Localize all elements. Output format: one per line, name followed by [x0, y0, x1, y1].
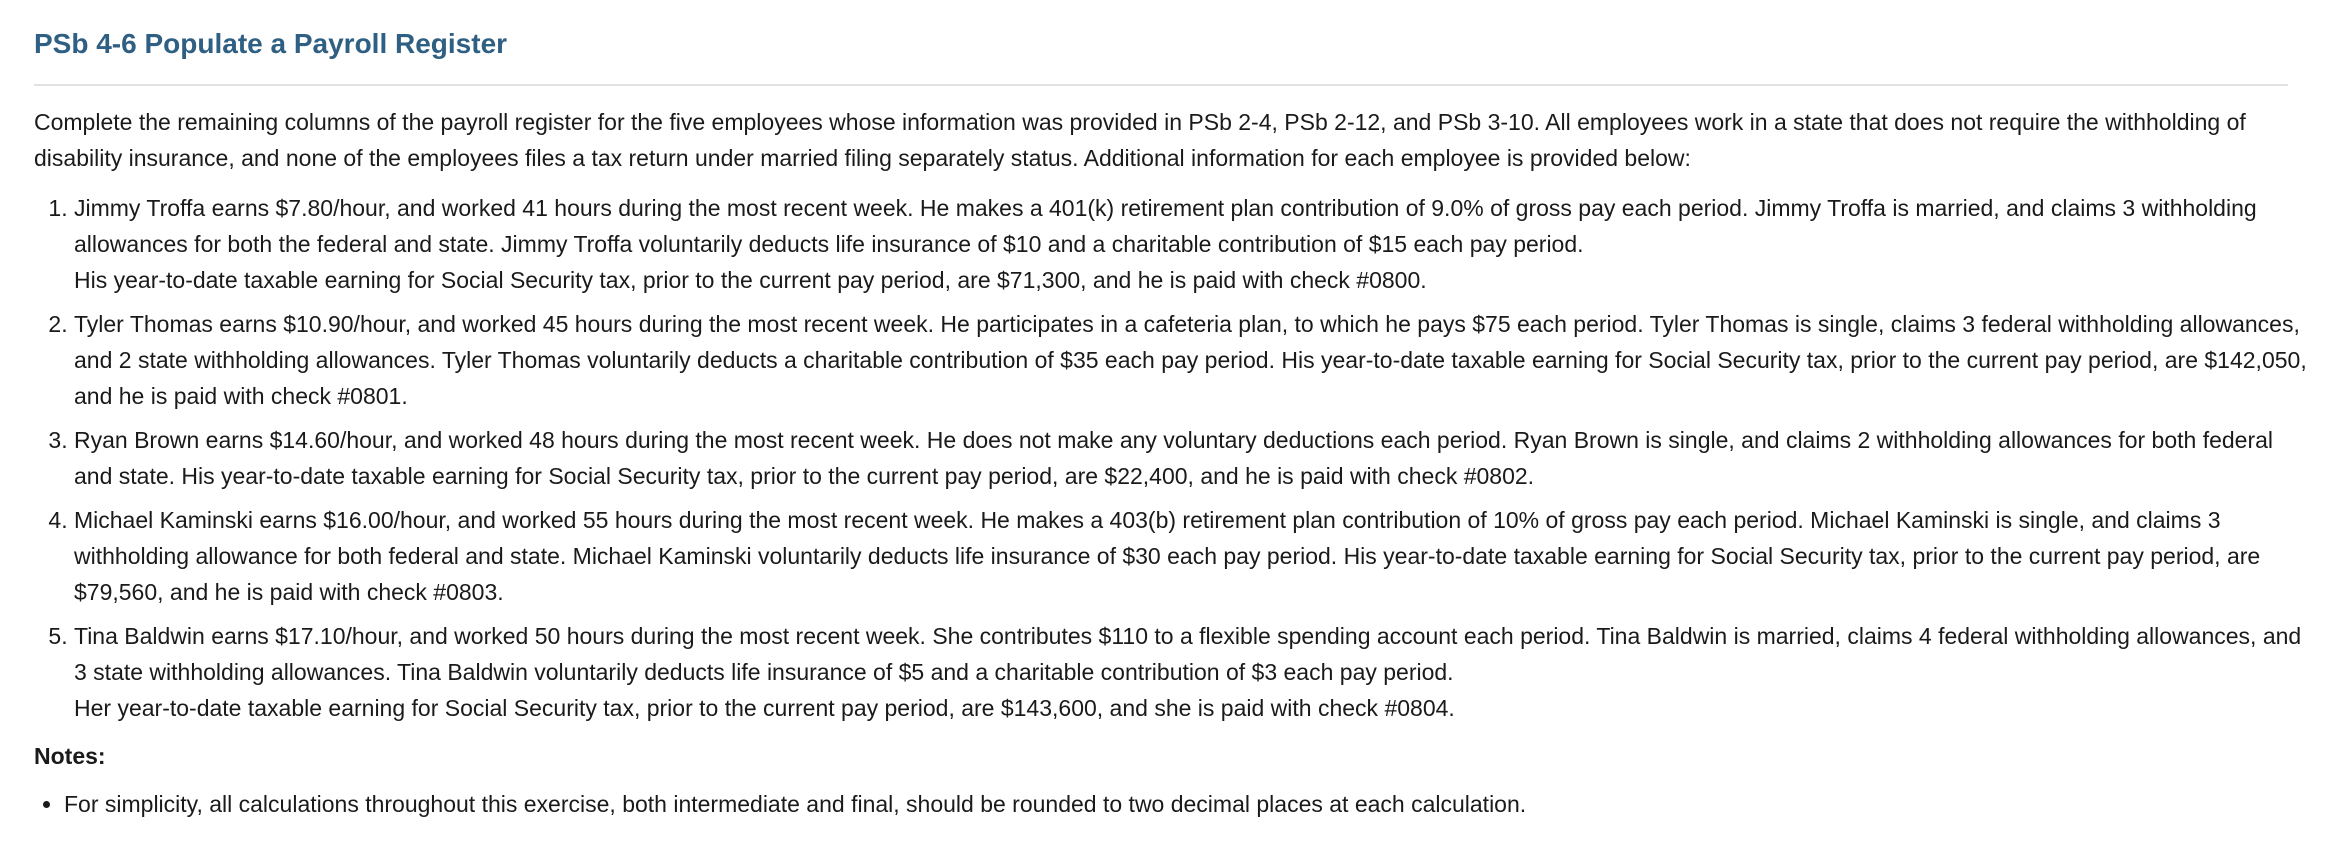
employee-text-continued: His year-to-date taxable earning for Social Security tax, prior to the current pay period, are $71,300, and he is paid with check #0800. — [74, 267, 1427, 293]
employee-text: Jimmy Troffa earns $7.80/hour, and worked 41 hours during the most recent week. He makes a 401(k) retirement plan contribution of 9.0% of gross pay each period. Jimmy Troffa is married, and claims 3 withholding allowances for both the federal and state. Jimmy Troffa voluntarily deducts life insurance of $10 and a charitable contribution of $15 each pay period. — [74, 195, 2257, 257]
employee-text: Ryan Brown earns $14.60/hour, and worked 48 hours during the most recent week. He does not make any voluntary deductions each period. Ryan Brown is single, and claims 2 withholding allowances for both federal and state. His year-to-date taxable earning for Social Security tax, prior to the current pay period, are $22,400, and he is paid with check #0802. — [74, 427, 2274, 489]
employee-text-continued: Her year-to-date taxable earning for Social Security tax, prior to the current pay period, are $143,600, and she is paid with check #0804. — [74, 695, 1455, 721]
page-title: PSb 4-6 Populate a Payroll Register — [34, 28, 508, 59]
notes-list — [34, 786, 2308, 822]
employee-item-ryan-brown — [74, 422, 2308, 494]
employee-item-tyler-thomas — [74, 306, 2308, 414]
employee-list — [34, 190, 2308, 726]
intro-paragraph: Complete the remaining columns of the payroll register for the five employees whose information was provided in PSb 2-4, PSb 2-12, and PSb 3-10. All employees work in a state that does not require the withholding of disability insurance, and none of the employees files a tax return under married filing separately status. Additional information for each employee is provided below: — [34, 109, 2246, 171]
employee-item-tina-baldwin — [74, 618, 2308, 726]
employee-item-jimmy-troffa — [74, 190, 2308, 298]
employee-text: Michael Kaminski earns $16.00/hour, and worked 55 hours during the most recent week. He makes a 403(b) retirement plan contribution of 10% of gross pay each period. Michael Kaminski is single, and claims 3 withholding allowance for both federal and state. Michael Kaminski voluntarily deducts life insurance of $30 each pay period. His year-to-date taxable earning for Social Security tax, prior to the current pay period, are $79,560, and he is paid with check #0803. — [74, 507, 2261, 605]
note-item: • For simplicity, all calculations throughout this exercise, both intermediate and final, should be rounded to two decimal places at each calculation. — [64, 786, 2308, 822]
title-divider — [34, 84, 2288, 86]
notes-heading: Notes: — [34, 743, 106, 769]
employee-text: Tina Baldwin earns $17.10/hour, and worked 50 hours during the most recent week. She contributes $110 to a flexible spending account each period. Tina Baldwin is married, claims 4 federal withholding allowances, and 3 state withholding allowances. Tina Baldwin voluntarily deducts life insurance of $5 and a charitable contribution of $3 each pay period. — [74, 623, 2302, 685]
employee-text: Tyler Thomas earns $10.90/hour, and worked 45 hours during the most recent week. He participates in a cafeteria plan, to which he pays $75 each period. Tyler Thomas is single, claims 3 federal withholding allowances, and 2 state withholding allowances. Tyler Thomas voluntarily deducts a charitable contribution of $35 each pay period. His year-to-date taxable earning for Social Security tax, prior to the current pay period, are $142,050, and he is paid with check #0801. — [74, 311, 2307, 409]
employee-item-michael-kaminski — [74, 502, 2308, 610]
